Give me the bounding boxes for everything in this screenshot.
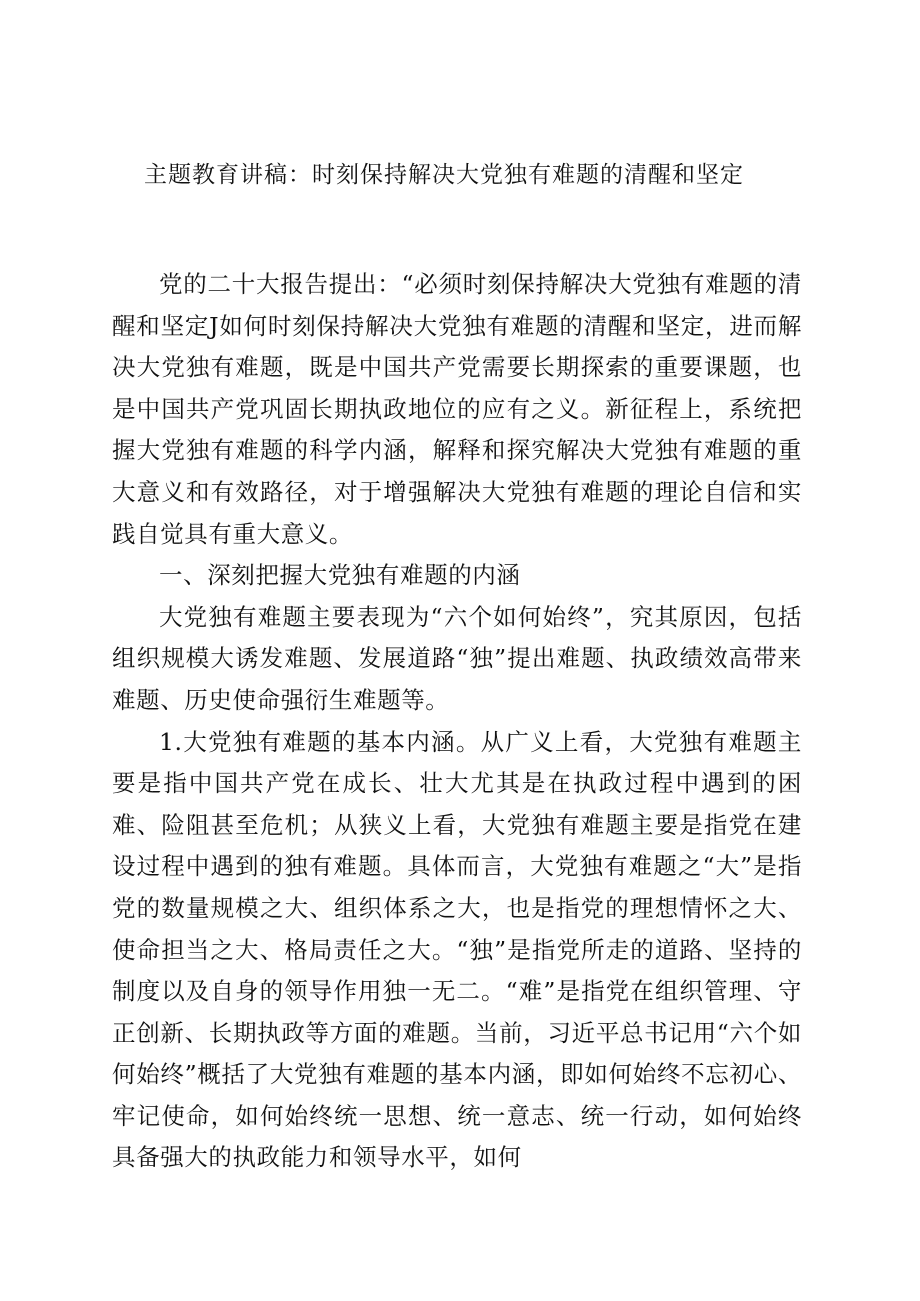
- section-heading-1: 一、深刻把握大党独有难题的内涵: [159, 561, 521, 590]
- paragraph-intro: 党的二十大报告提出：“必须时刻保持解决大党独有难题的清醒和坚定J如何时刻保持解决大党独有难题的清醒和坚定，进而解决大党独有难题，既是中国共产党需要长期探索的重要课题，也是中国共产党巩固长期执政地位的应有之义。新征程上，系统把握大党独有难题的科学内涵，解释和探究解决大党独有难题的重大意义和有效路径，对于增强解决大党独有难题的理论自信和实践自觉具有重大意义。: [112, 270, 802, 548]
- paragraph-basic-connotation: 1.大党独有难题的基本内涵。从广义上看，大党独有难题主要是指中国共产党在成长、壮大尤其是在执政过程中遇到的困难、险阻甚至危机；从狭义上看，大党独有难题主要是指党在建设过程中遇到的独有难题。具体而言，大党独有难题之“大”是指党的数量规模之大、组织体系之大，也是指党的理想情怀之大、使命担当之大、格局责任之大。“独”是指党所走的道路、坚持的制度以及自身的领导作用独一无二。“难”是指党在组织管理、守正创新、长期执政等方面的难题。当前，习近平总书记用“六个如何始终”概括了大党独有难题的基本内涵，即如何始终不忘初心、牢记使命，如何始终统一思想、统一意志、统一行动，如何始终具备强大的执政能力和领导水平，如何: [112, 727, 802, 1172]
- document-title: 主题教育讲稿：时刻保持解决大党独有难题的清醒和坚定: [144, 162, 744, 188]
- paragraph-causes: 大党独有难题主要表现为“六个如何始终”，究其原因，包括组织规模大诱发难题、发展道路“独”提出难题、执政绩效高带来难题、历史使命强衍生难题等。: [112, 602, 802, 714]
- document-body: [112, 264, 802, 1179]
